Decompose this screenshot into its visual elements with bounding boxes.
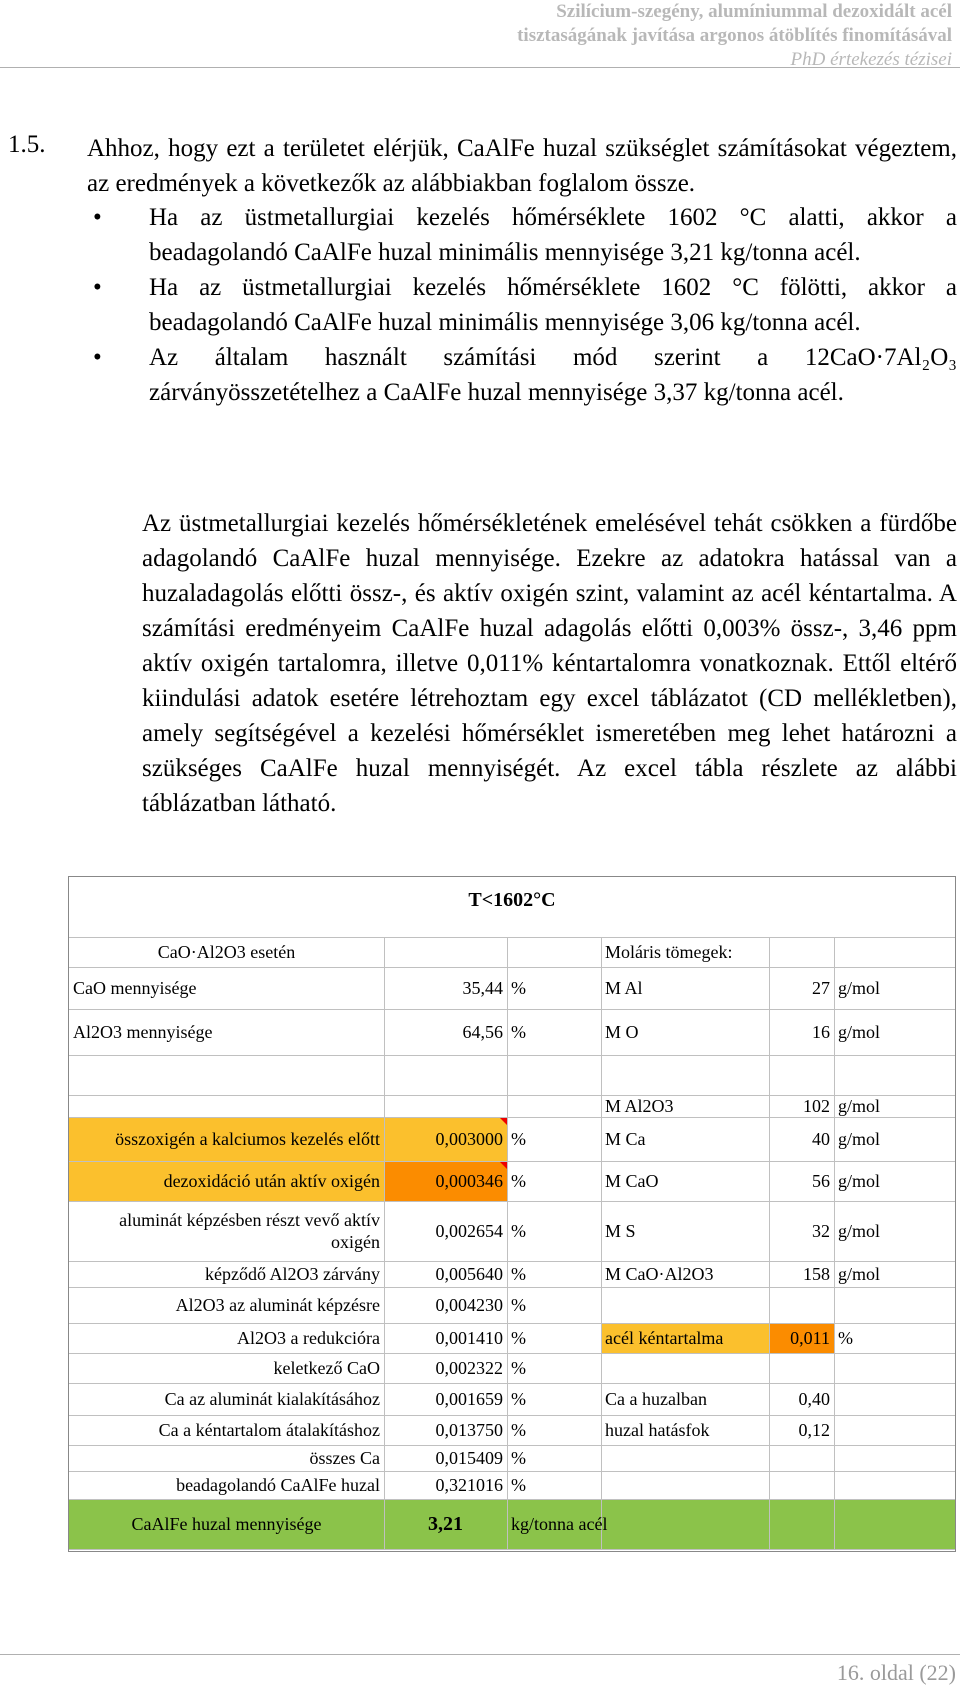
table-row-label: beadagolandó CaAlFe huzal [176, 1475, 380, 1495]
table-row-unit: % [511, 1328, 526, 1348]
table-row-unit: % [511, 1022, 526, 1042]
table-row-label: aluminát képzésben részt vevő aktív oxigén [119, 1210, 380, 1252]
table-row-unit [834, 1415, 955, 1445]
header-divider [0, 67, 960, 68]
table-row-value: 0,013750 [435, 1420, 503, 1440]
comment-marker-icon [500, 1162, 507, 1169]
section-intro: Ahhoz, hogy ezt a területet elérjük, CaAlFe huzal szükséglet számításokat végeztem, az eredmények a következők az alábbiakban foglalom össze. [87, 135, 957, 197]
table-row-value: 102 [803, 1096, 830, 1116]
table-row-value: 32 [812, 1221, 830, 1241]
table-row-label: Al2O3 a redukcióra [237, 1328, 380, 1348]
table-row-value: 40 [812, 1129, 830, 1149]
table-row-unit: % [511, 1129, 526, 1149]
list-item [87, 270, 957, 340]
bullet-icon: • [93, 344, 102, 371]
table-row-unit: % [511, 1475, 526, 1495]
table-row-unit: g/mol [838, 1221, 881, 1241]
header-subtitle: PhD értekezés tézisei [790, 49, 952, 70]
right-section-header: Moláris tömegek: [605, 942, 733, 962]
table-row-unit: g/mol [838, 978, 881, 998]
table-row-label: Ca a kéntartalom átalakításhoz [158, 1420, 380, 1440]
table-title: T<1602°C [468, 889, 556, 911]
table-row-value: 0,12 [798, 1420, 830, 1440]
table-row-unit: % [511, 978, 526, 998]
table-row-unit: % [511, 1420, 526, 1440]
comment-marker-icon [500, 1118, 507, 1125]
table-row-value: 0,001659 [435, 1389, 503, 1409]
table-row-value: 0,40 [798, 1389, 830, 1409]
table-row-label: M Al [605, 978, 643, 998]
table-row-value: 0,015409 [435, 1448, 503, 1468]
table-row-label: M CaO·Al2O3 [605, 1264, 714, 1284]
table-row-label: Al2O3 az aluminát képzésre [175, 1295, 380, 1315]
table-row-label: CaO mennyisége [73, 978, 197, 998]
table-row-label: összoxigén a kalciumos kezelés előtt [115, 1129, 380, 1149]
table-row-label: dezoxidáció után aktív oxigén [163, 1171, 380, 1191]
header-title-line2: tisztaságának javítása argonos átöblítés finomításával [517, 25, 952, 46]
table-row-label: M O [605, 1022, 639, 1042]
table-row-unit: % [838, 1328, 853, 1348]
table-row-value: 158 [803, 1264, 830, 1284]
result-bullet-list [87, 200, 957, 410]
table-row-unit: g/mol [838, 1129, 881, 1149]
table-row-value: 0,002654 [435, 1221, 503, 1241]
table-row-unit: % [511, 1264, 526, 1284]
bullet-icon: • [93, 274, 102, 301]
table-row-label: M S [605, 1221, 636, 1241]
table-row-label: összes Ca [309, 1448, 380, 1468]
table-row-label: képződő Al2O3 zárvány [205, 1264, 380, 1284]
bullet-text: Ha az üstmetallurgiai kezelés hőmérséklete 1602 °C fölötti, akkor a beadagolandó CaAlFe huzal minimális mennyisége 3,06 kg/tonna acél. [149, 274, 957, 336]
table-row-unit: % [511, 1221, 526, 1241]
table-row-unit: % [511, 1295, 526, 1315]
body-paragraph: Az üstmetallurgiai kezelés hőmérsékletének emelésével tehát csökken a fürdőbe adagolandó CaAlFe huzal mennyisége. Ezekre az adatokra hatással van a huzaladagolás előtti össz-, és aktív oxigén szint, valamint az acél kéntartalma. A számítási eredményeim CaAlFe huzal adagolás előtti 0,003% össz-, 3,46 ppm aktív oxigén tartalomra, illetve 0,011% kéntartalomra vonatkoznak. Ettől eltérő kiindulási adatok esetére létrehoztam egy excel táblázatot (CD mellékletben), amely segítségével a kezelési hőmérséklet ismeretében meg lehet határozni a szükséges CaAlFe huzal mennyiségét. Az excel tábla részlete az alábbi táblázatban látható. [142, 510, 957, 817]
grid-line [69, 1549, 955, 1550]
running-header [517, 0, 952, 72]
header-title-line1: Szilícium-szegény, alumíniummal dezoxidált acél [556, 1, 952, 22]
table-row-value: 27 [812, 978, 830, 998]
footer-divider [0, 1654, 960, 1655]
result-label: CaAlFe huzal mennyisége [131, 1514, 322, 1534]
table-row-unit: % [511, 1171, 526, 1191]
table-row-unit: % [511, 1389, 526, 1409]
table-row-value: 0,002322 [435, 1358, 503, 1378]
table-row-unit: % [511, 1448, 526, 1468]
result-unit: kg/tonna acél [511, 1514, 608, 1534]
table-row-value: 0,004230 [435, 1295, 503, 1315]
table-row-label: Ca az aluminát kialakításához [164, 1389, 380, 1409]
list-item [87, 340, 957, 410]
table-row-value: 35,44 [462, 978, 503, 998]
bullet-text: Az általam használt számítási mód szerint a 12CaO·7Al₂O₃ zárványösszetételhez a CaAlFe huzal mennyisége 3,37 kg/tonna acél. [149, 344, 957, 406]
table-row-value: 16 [812, 1022, 830, 1042]
table-row-unit: g/mol [838, 1171, 881, 1191]
table-row-unit [834, 1383, 955, 1415]
grid-line [69, 1055, 955, 1056]
table-row-value: 0,001410 [435, 1328, 503, 1348]
bullet-text: Ha az üstmetallurgiai kezelés hőmérséklete 1602 °C alatti, akkor a beadagolandó CaAlFe huzal minimális mennyisége 3,21 kg/tonna acél. [149, 204, 957, 266]
table-row-value: 0,000346 [435, 1171, 503, 1191]
table-row-value: 0,003000 [435, 1129, 503, 1149]
table-row-value: 0,005640 [435, 1264, 503, 1284]
table-row-value: 56 [812, 1171, 830, 1191]
table-row-unit: g/mol [838, 1096, 881, 1116]
table-row-label: Ca a huzalban [605, 1389, 707, 1409]
result-value: 3,21 [428, 1513, 463, 1535]
left-section-header: CaO·Al2O3 esetén [157, 942, 296, 962]
table-row-label: M CaO [605, 1171, 659, 1191]
excel-table-excerpt [68, 876, 956, 1552]
table-row-label: Al2O3 mennyisége [73, 1022, 213, 1042]
table-row-unit: % [511, 1358, 526, 1378]
table-row-label: huzal hatásfok [605, 1420, 710, 1440]
table-row-value: 0,011 [790, 1328, 830, 1348]
table-row-value: 64,56 [462, 1022, 503, 1042]
table-row-label: keletkező CaO [273, 1358, 380, 1378]
table-row-label: M Ca [605, 1129, 646, 1149]
table-row-label: M Al2O3 [605, 1096, 674, 1116]
table-row-label: acél kéntartalma [605, 1328, 724, 1348]
section-number: 1.5. [8, 131, 46, 158]
page-number: 16. oldal (22) [836, 1660, 956, 1685]
table-row-value: 0,321016 [435, 1475, 503, 1495]
bullet-icon: • [93, 204, 102, 231]
list-item [87, 200, 957, 270]
table-row-unit: g/mol [838, 1022, 881, 1042]
table-row-unit: g/mol [838, 1264, 881, 1284]
